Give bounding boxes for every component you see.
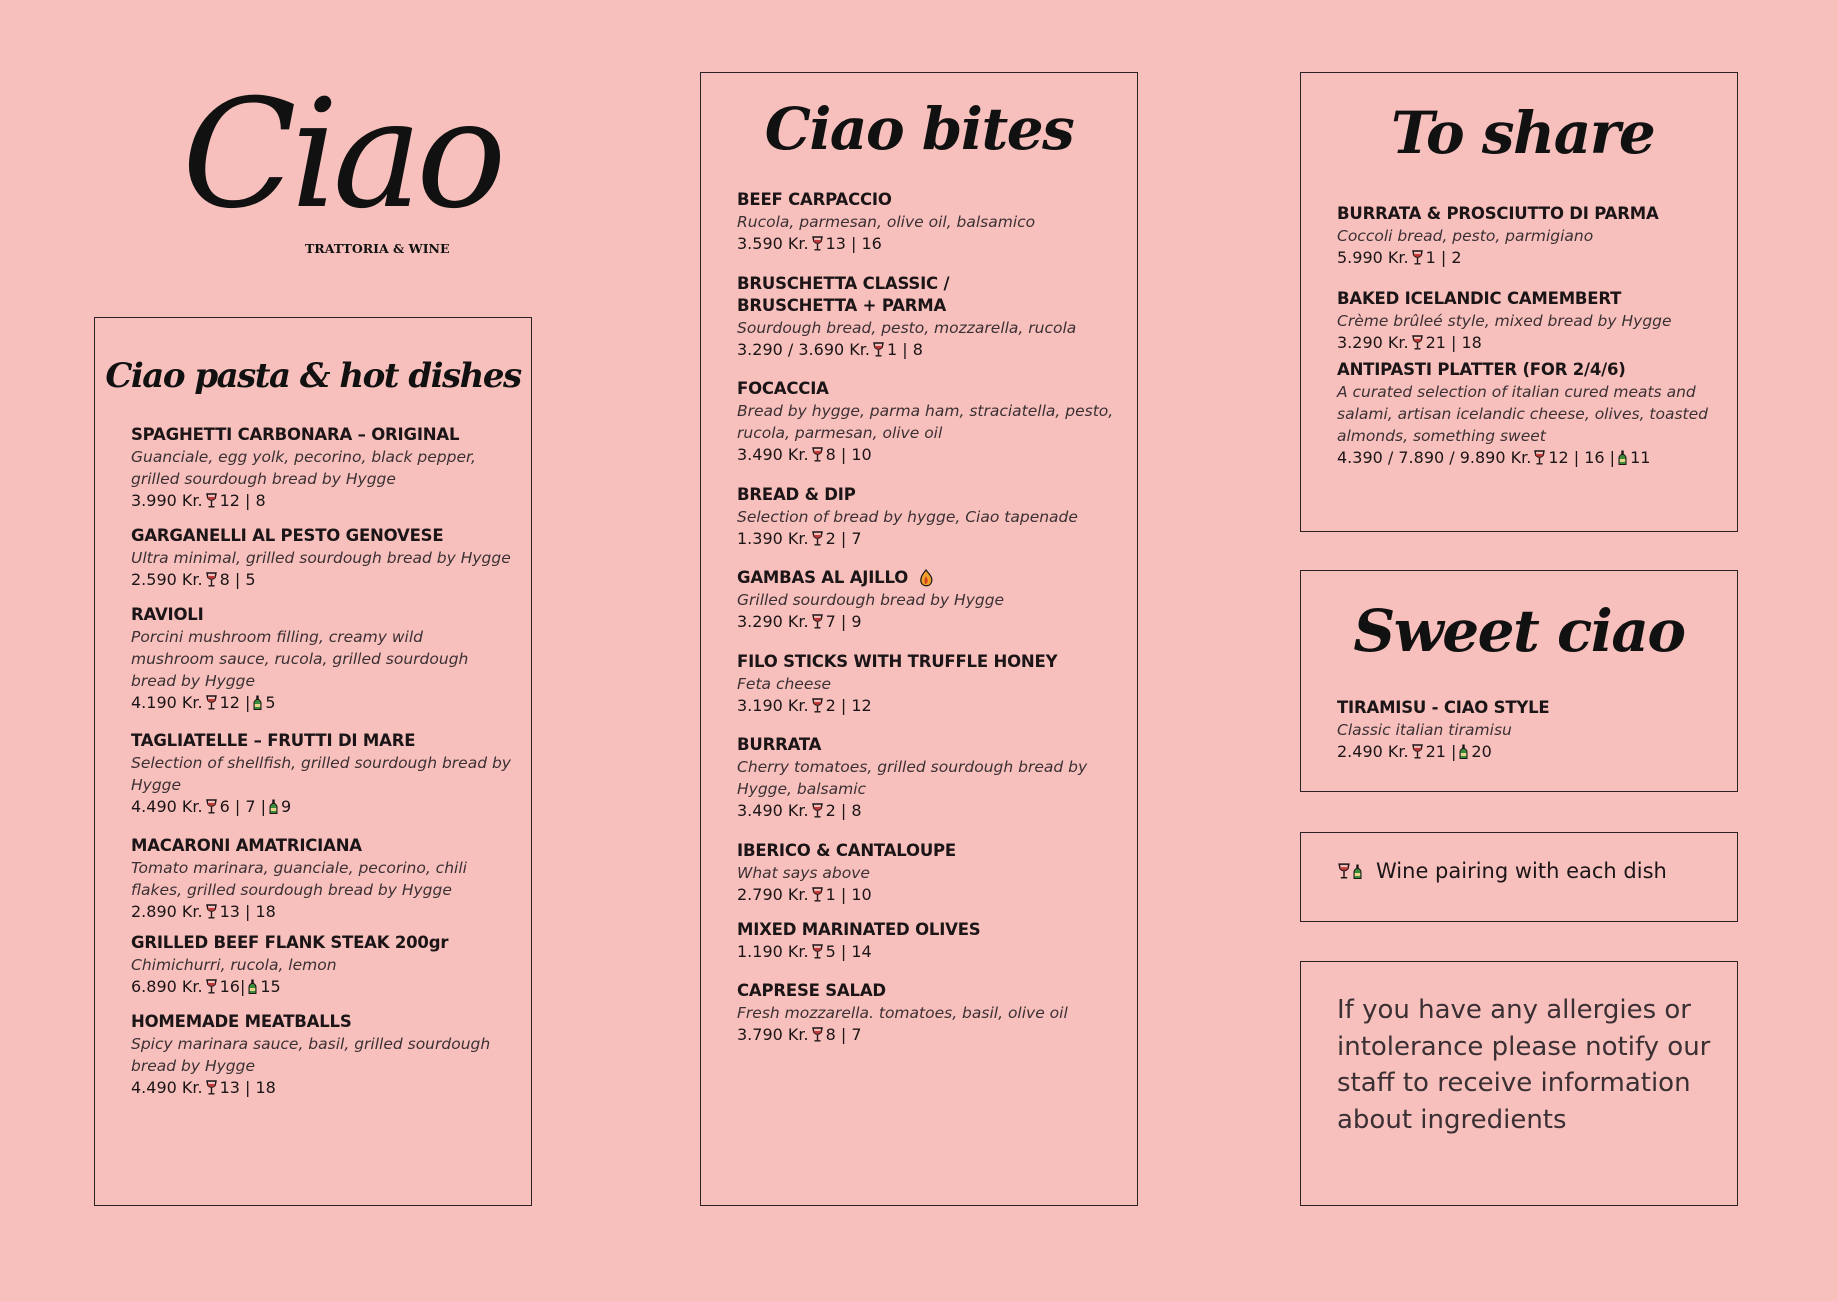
menu-item: [737, 189, 1117, 254]
logo-tagline: TRATTORIA & WINE: [305, 241, 450, 256]
menu-item: [1337, 288, 1717, 353]
price-amount: 3.290 Kr.: [1337, 333, 1409, 352]
menu-item: [737, 980, 1117, 1045]
bottle-icon: [1353, 864, 1362, 879]
dish-description: Crème brûleé style, mixed bread by Hygge: [1337, 312, 1672, 330]
dish-description: Coccoli bread, pesto, parmigiano: [1337, 227, 1594, 245]
wine-glass-icon: [812, 803, 823, 818]
wine-glass-icon: [1412, 335, 1423, 350]
wine-pairing-numbers: 13 | 18: [219, 902, 276, 921]
dish-name: RAVIOLI: [131, 605, 204, 624]
dish-name: FILO STICKS WITH TRUFFLE HONEY: [737, 652, 1058, 671]
wine-glass-icon: [206, 1080, 217, 1095]
wine-pairing-note: [1335, 859, 1667, 883]
pasta-list: [131, 424, 511, 1098]
wine-pairing-numbers: 13 | 18: [219, 1078, 276, 1097]
dish-name: TAGLIATELLE – FRUTTI DI MARE: [131, 731, 416, 750]
price-amount: 3.590 Kr.: [737, 234, 809, 253]
price-amount: 1.190 Kr.: [737, 942, 809, 961]
dish-description: Spicy marinara sauce, basil, grilled sourdough bread by Hygge: [131, 1035, 491, 1075]
dish-price: [737, 233, 1117, 254]
bites-heading: Ciao bites: [764, 95, 1074, 163]
bottle-pairing-number: 20: [1471, 742, 1492, 761]
menu-item: [1337, 359, 1717, 468]
wine-pairing-numbers: 6 | 7 |: [219, 797, 266, 816]
price-amount: 3.990 Kr.: [131, 491, 203, 510]
logo: [182, 68, 501, 260]
dish-description: Tomato marinara, guanciale, pecorino, chili flakes, grilled sourdough bread by Hygge: [131, 859, 467, 899]
menu-item: [131, 932, 511, 997]
dish-price: [131, 569, 511, 590]
dish-price: [737, 528, 1117, 549]
dish-price: [737, 695, 1117, 716]
wine-glass-icon: [1412, 250, 1423, 265]
price-amount: 2.590 Kr.: [131, 570, 203, 589]
bottle-pairing-number: 11: [1630, 448, 1651, 467]
bottle-icon: [1459, 744, 1468, 759]
menu-item: [737, 378, 1117, 465]
allergy-note: If you have any allergies or intolerance please notify our staff to receive information about ingredients: [1337, 995, 1711, 1135]
wine-glass-icon: [206, 904, 217, 919]
wine-pairing-numbers: 2 | 7: [825, 529, 862, 548]
price-amount: 6.890 Kr.: [131, 977, 203, 996]
wine-glass-icon: [812, 698, 823, 713]
menu-item: [737, 273, 1117, 360]
dish-description: Grilled sourdough bread by Hygge: [737, 591, 1005, 609]
wine-glass-icon: [812, 944, 823, 959]
dish-description: Porcini mushroom filling, creamy wild mushroom sauce, rucola, grilled sourdough bread by Hygge: [131, 628, 469, 690]
dish-price: [737, 941, 1117, 962]
price-amount: 3.490 Kr.: [737, 445, 809, 464]
price-amount: 4.490 Kr.: [131, 797, 203, 816]
menu-item: [737, 734, 1117, 821]
wine-pairing-numbers: 12 | 8: [219, 491, 266, 510]
sweet-heading: Sweet ciao: [1353, 597, 1685, 665]
dish-name: TIRAMISU - CIAO STYLE: [1337, 698, 1550, 717]
wine-pairing-numbers: 12 | 16 |: [1548, 448, 1616, 467]
dish-description: Ultra minimal, grilled sourdough bread by Hygge: [131, 549, 511, 567]
dish-name: GARGANELLI AL PESTO GENOVESE: [131, 526, 444, 545]
pasta-section: [94, 317, 532, 1206]
wine-glass-icon: [206, 572, 217, 587]
share-list: [1337, 203, 1717, 468]
menu-item: [737, 651, 1117, 716]
wine-glass-icon: [1338, 863, 1350, 879]
wine-pairing-numbers: 21 | 18: [1425, 333, 1482, 352]
dish-name: BURRATA & PROSCIUTTO DI PARMA: [1337, 204, 1659, 223]
dish-price: [737, 444, 1117, 465]
dish-price: [131, 490, 511, 511]
dish-description: Selection of bread by hygge, Ciao tapenade: [737, 508, 1078, 526]
dish-name: GRILLED BEEF FLANK STEAK 200gr: [131, 933, 449, 952]
wine-pairing-numbers: 8 | 5: [219, 570, 256, 589]
wine-glass-icon: [206, 979, 217, 994]
dish-name: BRUSCHETTA CLASSIC / BRUSCHETTA + PARMA: [737, 274, 950, 315]
dish-description: Cherry tomatoes, grilled sourdough bread by Hygge, balsamic: [737, 758, 1088, 798]
menu-item: [131, 604, 511, 713]
dish-description: Fresh mozzarella. tomatoes, basil, olive oil: [737, 1004, 1068, 1022]
bottle-icon: [253, 695, 262, 710]
dish-price: [131, 1077, 511, 1098]
allergy-box: [1300, 961, 1738, 1206]
wine-pairing-numbers: 7 | 9: [825, 612, 862, 631]
bottle-pairing-number: 5: [265, 693, 276, 712]
sweet-section: [1300, 570, 1738, 792]
wine-pairing-text: Wine pairing with each dish: [1376, 859, 1667, 883]
wine-pairing-numbers: 16|: [219, 977, 246, 996]
wine-glass-icon: [812, 614, 823, 629]
menu-item: [131, 835, 511, 922]
dish-description: A curated selection of italian cured meats and salami, artisan icelandic cheese, olives, toasted almonds, something sweet: [1337, 383, 1709, 445]
price-amount: 2.790 Kr.: [737, 885, 809, 904]
wine-glass-icon: [812, 1027, 823, 1042]
wine-pairing-numbers: 13 | 16: [825, 234, 882, 253]
bottle-icon: [269, 799, 278, 814]
dish-description: Classic italian tiramisu: [1337, 721, 1512, 739]
menu-item: [737, 919, 1117, 962]
dish-price: [131, 692, 511, 713]
dish-price: [737, 800, 1117, 821]
menu-item: [1337, 203, 1717, 268]
wine-pairing-numbers: 2 | 8: [825, 801, 862, 820]
menu-item: [131, 1011, 511, 1098]
dish-name: GAMBAS AL AJILLO: [737, 567, 1117, 589]
menu-item: [131, 730, 511, 817]
dish-name: FOCACCIA: [737, 379, 829, 398]
price-amount: 4.190 Kr.: [131, 693, 203, 712]
dish-name: BEEF CARPACCIO: [737, 190, 892, 209]
price-amount: 4.490 Kr.: [131, 1078, 203, 1097]
menu-item: [131, 525, 511, 590]
wine-pairing-numbers: 21 |: [1425, 742, 1457, 761]
pasta-heading: Ciao pasta & hot dishes: [105, 356, 521, 396]
wine-glass-icon: [812, 236, 823, 251]
price-amount: 2.890 Kr.: [131, 902, 203, 921]
dish-description: Guanciale, egg yolk, pecorino, black pepper, grilled sourdough bread by Hygge: [131, 448, 476, 488]
dish-name: ANTIPASTI PLATTER (FOR 2/4/6): [1337, 360, 1626, 379]
wine-glass-icon: [206, 799, 217, 814]
wine-pairing-numbers: 12 |: [219, 693, 251, 712]
price-amount: 3.790 Kr.: [737, 1025, 809, 1044]
wine-glass-icon: [1534, 450, 1545, 465]
price-amount: 3.290 / 3.690 Kr.: [737, 340, 870, 359]
menu-item: [737, 840, 1117, 905]
wine-pairing-numbers: 8 | 7: [825, 1025, 862, 1044]
sweet-list: [1337, 697, 1717, 762]
bottle-pairing-number: 15: [260, 977, 281, 996]
dish-name: BAKED ICELANDIC CAMEMBERT: [1337, 289, 1622, 308]
dish-name: CAPRESE SALAD: [737, 981, 886, 1000]
wine-glass-icon: [206, 493, 217, 508]
dish-name: MIXED MARINATED OLIVES: [737, 920, 981, 939]
price-amount: 1.390 Kr.: [737, 529, 809, 548]
dish-price: [737, 611, 1117, 632]
dish-description: Rucola, parmesan, olive oil, balsamico: [737, 213, 1036, 231]
logo-wordmark: Ciao: [182, 68, 501, 242]
dish-name: BREAD & DIP: [737, 485, 856, 504]
bottle-icon: [248, 979, 257, 994]
wine-pairing-numbers: 8 | 10: [825, 445, 872, 464]
dish-name: MACARONI AMATRICIANA: [131, 836, 362, 855]
wine-glass-icon: [206, 695, 217, 710]
dish-price: [737, 1024, 1117, 1045]
chili-icon: [918, 569, 934, 589]
dish-price: [131, 796, 511, 817]
dish-price: [131, 976, 511, 997]
dish-description: What says above: [737, 864, 870, 882]
dish-name: SPAGHETTI CARBONARA – ORIGINAL: [131, 425, 460, 444]
wine-glass-icon: [812, 447, 823, 462]
price-amount: 3.190 Kr.: [737, 696, 809, 715]
bottle-pairing-number: 9: [280, 797, 292, 816]
dish-name: HOMEMADE MEATBALLS: [131, 1012, 352, 1031]
dish-price: [1337, 741, 1717, 762]
wine-glass-icon: [812, 531, 823, 546]
price-amount: 2.490 Kr.: [1337, 742, 1409, 761]
dish-description: Bread by hygge, parma ham, straciatella, pesto, rucola, parmesan, olive oil: [737, 402, 1114, 442]
menu-item: [131, 424, 511, 511]
price-amount: 3.490 Kr.: [737, 801, 809, 820]
bites-section: [700, 72, 1138, 1206]
dish-name: BURRATA: [737, 735, 822, 754]
bites-list: [737, 189, 1117, 1045]
dish-price: [1337, 247, 1717, 268]
dish-name: IBERICO & CANTALOUPE: [737, 841, 956, 860]
wine-glass-icon: [1412, 744, 1423, 759]
bottle-icon: [1618, 450, 1627, 465]
wine-pairing-numbers: 1 | 2: [1425, 248, 1462, 267]
wine-glass-icon: [873, 342, 884, 357]
dish-price: [131, 901, 511, 922]
price-amount: 4.390 / 7.890 / 9.890 Kr.: [1337, 448, 1532, 467]
wine-pairing-numbers: 1 | 8: [886, 340, 923, 359]
wine-pairing-numbers: 5 | 14: [825, 942, 872, 961]
menu-item: [737, 567, 1117, 632]
share-heading: To share: [1391, 99, 1655, 167]
share-section: [1300, 72, 1738, 532]
menu-item: [737, 484, 1117, 549]
dish-price: [1337, 332, 1717, 353]
dish-price: [737, 884, 1117, 905]
dish-description: Feta cheese: [737, 675, 831, 693]
wine-glass-icon: [812, 887, 823, 902]
menu-item: [1337, 697, 1717, 762]
wine-pairing-box: [1300, 832, 1738, 922]
dish-price: [737, 339, 1117, 360]
price-amount: 5.990 Kr.: [1337, 248, 1409, 267]
dish-description: Selection of shellfish, grilled sourdough bread by Hygge: [131, 754, 511, 794]
dish-description: Sourdough bread, pesto, mozzarella, rucola: [737, 319, 1077, 337]
wine-pairing-numbers: 1 | 10: [825, 885, 872, 904]
dish-price: [1337, 447, 1717, 468]
price-amount: 3.290 Kr.: [737, 612, 809, 631]
dish-description: Chimichurri, rucola, lemon: [131, 956, 337, 974]
wine-pairing-numbers: 2 | 12: [825, 696, 872, 715]
